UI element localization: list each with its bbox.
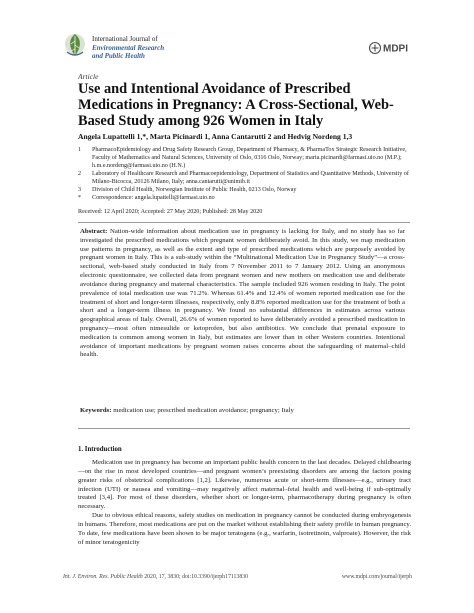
journal-name-line3: and Public Health bbox=[92, 52, 145, 60]
affiliation-mark: 3 bbox=[78, 187, 82, 194]
body-paragraph: Due to obvious ethical reasons, safety studies on medication in pregnancy cannot be conducted during embryogenesis in humans. Therefore, most medications are put on the market without establishing their safety profile in human pregnancy. To date, few medications have been shown to be major teratogens (e.g., warfarin, isotretinoin, valproate). However, the risk of minor teratogenicity bbox=[78, 512, 411, 546]
journal-name-line2: Environmental Research bbox=[92, 43, 165, 52]
affiliation-text: Correspondence: angela.lupattelli@farmasi.uio.no bbox=[92, 195, 215, 202]
article-type: Article bbox=[78, 72, 99, 81]
abstract-bottom-divider bbox=[78, 428, 410, 429]
abstract-label: Abstract: bbox=[80, 228, 108, 235]
affiliation-item bbox=[78, 146, 410, 170]
affiliation-item bbox=[78, 170, 410, 186]
footer-journal-abbrev: Int. J. Environ. Res. Public Health bbox=[63, 574, 143, 580]
journal-logo-icon bbox=[63, 30, 87, 60]
introduction-body bbox=[78, 459, 411, 547]
affiliation-item bbox=[78, 186, 410, 194]
affiliation-text: Laboratory of Healthcare Research and Pharmacoepidemiology, Department of Statistics and Quantitative Methods, University of Milano-Bicocca, 20126 Milano, Italy; anna.cantarutti@unimib.it bbox=[92, 171, 409, 186]
abstract-top-divider bbox=[78, 222, 410, 223]
footer-citation-details: 2020, 17, 3830; doi:10.3390/ijerph17113830 bbox=[144, 574, 249, 580]
body-paragraph: Medication use in pregnancy has become an important public health concern in the last decades. Delayed childbearing—on the rise in most developed countries—and pregnant women’s preexisting disorders are among the factors posing greater risks of obstetrical complications [1,2]. Likewise, numerous acute or short-term illnesses—e.g., urinary tract infection (UTI) or nausea and vomiting—may negatively affect maternal–fetal health and well-being if sub-optimally treated [3,4]. For most of these disorders, whether short or longer-term, pharmacotherapy during pregnancy is often necessary. bbox=[78, 459, 411, 511]
journal-header bbox=[63, 30, 413, 70]
publisher-name: MDPI bbox=[383, 43, 408, 55]
mdpi-logo-icon bbox=[368, 40, 412, 56]
footer-citation bbox=[63, 574, 248, 580]
journal-name bbox=[92, 35, 164, 61]
affiliation-text: PharmacoEpidemiology and Drug Safety Research Group, Department of Pharmacy, & PharmaTox Strategic Research Initiative, Faculty of Mathematics and Natural Sciences, University of Oslo, 0316 Oslo, Norway; marta.picinardi@farmasi.uio.no (M.P.); h.m.e.nordeng@farmasi.uio.no (H.N.) bbox=[92, 147, 407, 170]
affiliation-item bbox=[78, 194, 410, 202]
abstract bbox=[80, 228, 405, 360]
affiliations bbox=[78, 146, 410, 202]
affiliation-text: Division of Child Health, Norwegian Institute of Public Health, 0213 Oslo, Norway bbox=[92, 187, 297, 194]
keywords-text: medication use; prescribed medication avoidance; pregnancy; Italy bbox=[113, 407, 294, 414]
keywords bbox=[80, 407, 405, 416]
author-list: Angela Lupattelli 1,*, Marta Picinardi 1, Anna Cantarutti 2 and Hedvig Nordeng 1,3 bbox=[78, 132, 353, 141]
affiliation-mark: 1 bbox=[78, 147, 82, 153]
footer-website-link[interactable]: www.mdpi.com/journal/ijerph bbox=[341, 574, 412, 580]
keywords-label: Keywords: bbox=[80, 407, 112, 414]
publication-dates: Received: 12 April 2020; Accepted: 27 May 2020; Published: 28 May 2020 bbox=[78, 209, 263, 215]
article-title: Use and Intentional Avoidance of Prescribed Medications in Pregnancy: A Cross-Sectional, Web-Based Study among 926 Women in Italy bbox=[78, 81, 394, 130]
section-heading-introduction: 1. Introduction bbox=[78, 446, 122, 453]
affiliation-mark: 2 bbox=[78, 171, 82, 178]
abstract-text: Nation-wide information about medication use in pregnancy is lacking for Italy, and no study has so far investigated the prescribed medications which pregnant women deliberately avoid. In this study, we map medication use patterns in pregnancy, as well as the extent and type of prescribed medications which are purposely avoided by pregnant women in Italy. This is a sub-study within the “Multinational Medication Use in Pregnancy Study”—a cross-sectional, web-based study conducted in Italy from 7 November 2011 to 7 January 2012. Using an anonymous electronic questionnaire, we collected data from pregnant women and new mothers on medication use and deliberate avoidance during pregnancy and maternal characteristics. The sample included 926 women residing in Italy. The point prevalence of total medication use was 71.2%. Whereas 61.4% and 12.4% of women reported medication use for the treatment of short and longer-term illnesses, respectively, only 8.8% reported medication use for the treatment of both a short and a longer-term illness in pregnancy. We found no substantial differences in estimates across various geographical areas of Italy. Overall, 26.6% of women reported to have deliberately avoided a prescribed medication in pregnancy—most often nimesulide or ketoprofen, but also antibiotics. We conclude that prenatal exposure to medication is common among women in Italy, but estimates are lower than in other Western countries. Intentional avoidance of important medications by pregnant women raises concerns about the safeguarding of maternal–child health. bbox=[80, 228, 406, 359]
affiliation-mark: * bbox=[78, 195, 82, 202]
journal-name-line1: International Journal of bbox=[92, 35, 158, 43]
